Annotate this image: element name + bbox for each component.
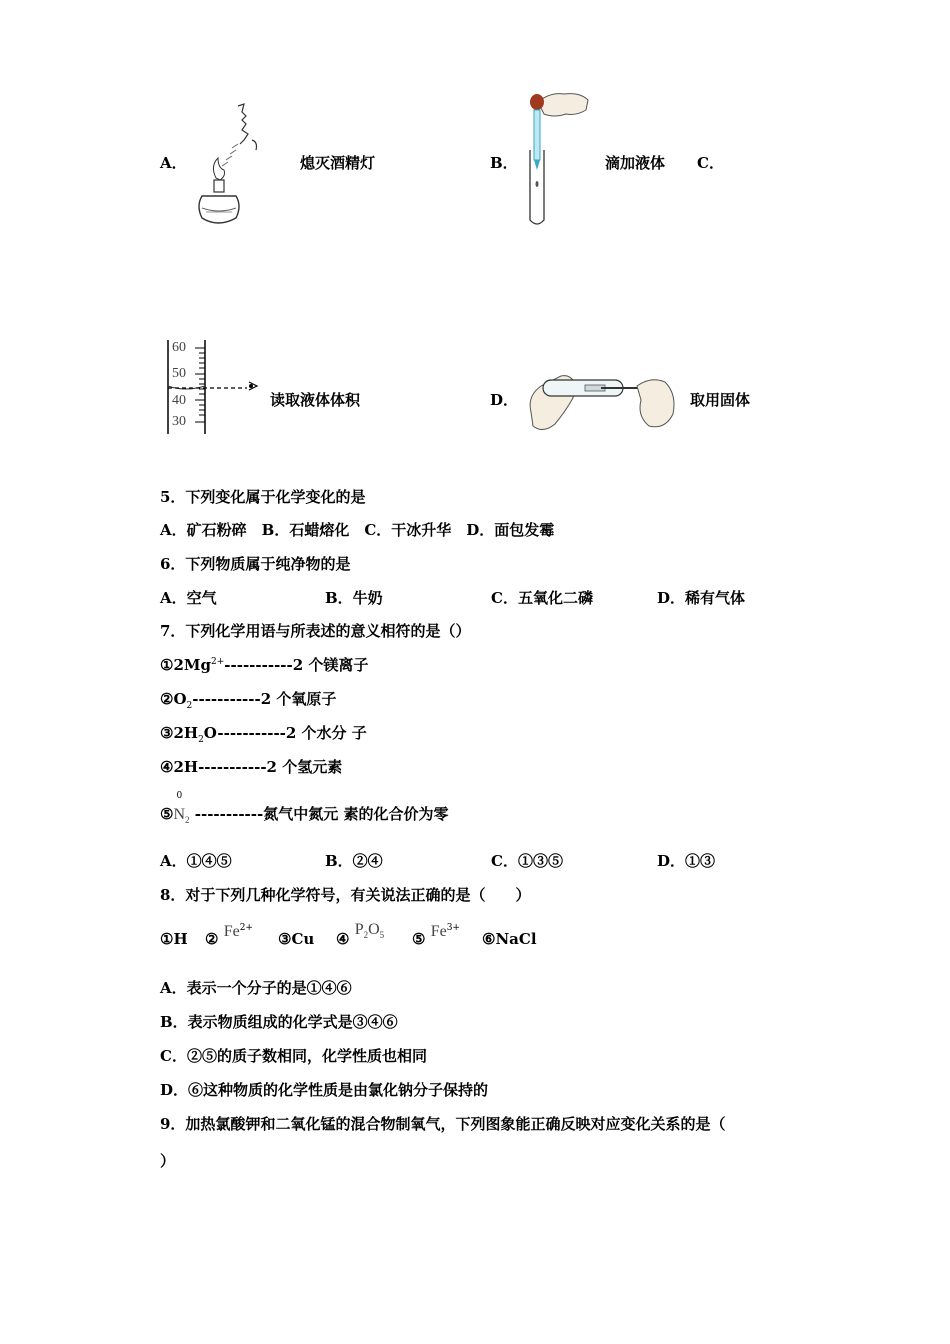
q8-symbol-4-num: ④ xyxy=(336,930,350,948)
q7-item-5-formula: N xyxy=(173,806,186,823)
q7-item-3-sub: 2 xyxy=(198,735,204,745)
alcohol-lamp-figure xyxy=(192,100,272,232)
q8-option-b: B．表示物质组成的化学式是③④⑥ xyxy=(160,1013,398,1031)
option-c-letter: C． xyxy=(697,154,724,172)
q7-item-3-post: O-----------2 个水分 子 xyxy=(203,724,367,742)
q7-item-1-post: -----------2 个镁离子 xyxy=(224,656,369,674)
q8-stem: 8．对于下列几种化学符号，有关说法正确的是（ ） xyxy=(160,886,531,904)
graduated-cylinder-figure xyxy=(165,338,265,438)
q7-option-c: C．①③⑤ xyxy=(491,852,563,870)
q5-stem: 5．下列变化属于化学变化的是 xyxy=(160,488,366,506)
q5-options: A．矿石粉碎 B．石蜡熔化 C．干冰升华 D．面包发霉 xyxy=(160,521,555,539)
q8-symbol-5-sup: 3+ xyxy=(446,923,460,933)
option-c-caption: 读取液体体积 xyxy=(270,391,361,409)
q7-item-4 xyxy=(160,756,342,777)
q8-symbol-6-text: NaCl xyxy=(495,930,537,948)
q8-symbol-3-num: ③ xyxy=(278,930,292,948)
q8-symbol-2-num: ② xyxy=(205,930,219,948)
q6-option-d: D．稀有气体 xyxy=(657,589,746,607)
q8-symbol-2-text: Fe xyxy=(223,923,240,940)
q8-symbol-3-text: Cu xyxy=(291,930,315,948)
q8-symbol-5-num: ⑤ xyxy=(412,930,426,948)
q8-option-c: C．②⑤的质子数相同，化学性质也相同 xyxy=(160,1047,427,1065)
q7-item-5-valence: 0 xyxy=(176,791,183,801)
option-d-letter: D． xyxy=(490,391,519,409)
option-a-caption: 熄灭酒精灯 xyxy=(300,154,376,172)
q6-option-a: A．空气 xyxy=(160,589,217,607)
q6-stem: 6．下列物质属于纯净物的是 xyxy=(160,555,351,573)
q7-item-5-post: -----------氮气中氮元 素的化合价为零 xyxy=(189,805,449,823)
q7-item-5-sub: 2 xyxy=(185,815,190,825)
q8-symbol-5-text: Fe xyxy=(430,923,447,940)
q6-option-c: C．五氧化二磷 xyxy=(491,589,593,607)
q7-option-d: D．①③ xyxy=(657,852,716,870)
q7-item-2-pre: ②O xyxy=(160,690,187,708)
q8-symbol-1-num: ① xyxy=(160,930,174,948)
q8-symbol-3 xyxy=(278,930,314,948)
option-b-letter: B． xyxy=(490,154,518,172)
q7-item-2-post: -----------2 个氧原子 xyxy=(192,690,337,708)
q7-item-3 xyxy=(160,722,367,745)
q7-item-5-pre: ⑤ xyxy=(160,805,174,823)
q8-option-d: D．⑥这种物质的化学性质是由氯化钠分子保持的 xyxy=(160,1081,489,1099)
option-a-letter: A． xyxy=(160,154,187,172)
option-b-caption: 滴加液体 xyxy=(605,154,666,172)
q7-option-a: A．①④⑤ xyxy=(160,852,232,870)
q7-item-4-pre: ④2H xyxy=(160,758,199,776)
dropper-figure xyxy=(520,88,592,230)
cylinder-tick-50: 50 xyxy=(172,366,186,381)
q7-item-2-sub: 2 xyxy=(186,701,193,711)
q6-option-b: B．牛奶 xyxy=(325,589,383,607)
q7-item-4-post: -----------2 个氢元素 xyxy=(198,758,343,776)
q8-symbol-1-text: H xyxy=(173,930,188,948)
q7-stem: 7．下列化学用语与所表述的意义相符的是（） xyxy=(160,622,471,640)
q7-item-1-pre: ①2Mg xyxy=(160,656,211,674)
q8-option-a: A．表示一个分子的是①④⑥ xyxy=(160,979,352,997)
option-d-caption: 取用固体 xyxy=(690,391,751,409)
q8-symbol-6-num: ⑥ xyxy=(482,930,496,948)
q7-item-5 xyxy=(160,791,449,825)
q8-symbol-4-o: O xyxy=(368,921,380,938)
q8-symbol-1 xyxy=(160,930,188,948)
q7-item-3-pre: ③2H xyxy=(160,724,199,742)
cylinder-tick-60: 60 xyxy=(172,340,186,355)
q8-symbol-4-sub2: 5 xyxy=(379,930,385,940)
q7-option-b: B．②④ xyxy=(325,852,383,870)
q8-symbol-6 xyxy=(482,930,537,948)
q7-item-2 xyxy=(160,688,336,711)
q8-symbol-4-sub1: 2 xyxy=(363,930,369,940)
q8-symbol-4 xyxy=(336,920,385,948)
q7-item-1-sup: 2+ xyxy=(210,657,225,667)
q9-stem-end: ） xyxy=(160,1152,176,1170)
q8-symbol-4-p: P xyxy=(354,921,364,938)
q8-symbol-2 xyxy=(205,922,253,948)
q8-symbol-2-sup: 2+ xyxy=(239,923,253,933)
solid-test-tube-figure xyxy=(525,368,680,442)
q8-symbol-5 xyxy=(412,922,460,948)
q7-item-1 xyxy=(160,654,368,675)
cylinder-tick-40: 40 xyxy=(172,393,186,408)
cylinder-tick-30: 30 xyxy=(172,414,186,429)
q9-stem: 9．加热氯酸钾和二氧化锰的混合物制氧气，下列图象能正确反映对应变化关系的是（ xyxy=(160,1115,726,1133)
